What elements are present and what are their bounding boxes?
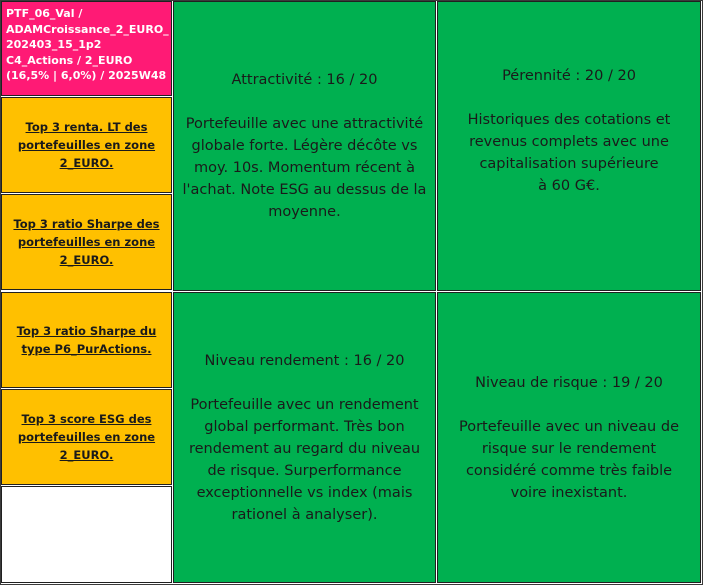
score-desc-risque: Portefeuille avec un niveau de risque sur le rendement considéré comme très faible voire inexistant. [459,418,679,501]
link-top3-sharpe-zone[interactable]: Top 3 ratio Sharpe des portefeuilles en zone 2_EURO. [13,217,160,267]
empty-cell [1,486,172,583]
score-cell-attractivite [173,1,436,291]
portfolio-header-line: (16,5% | 6,0%) / 2025W48 [6,69,167,82]
link-cell-top3-sharpe-zone [1,194,172,290]
link-cell-top3-esg [1,389,172,485]
score-cell-risque [437,292,701,583]
score-title-perennite: Pérennité : 20 / 20 [502,68,636,84]
score-desc-rendement: Portefeuille avec un rendement global performant. Très bon rendement au regard du niveau de risque. Surperformance exceptionnelle vs index (mais rationel à analyser). [188,396,421,523]
portfolio-header-line: 202403_15_1p2 [6,38,102,51]
score-cell-perennite [437,1,701,291]
score-title-rendement: Niveau rendement : 16 / 20 [204,352,405,369]
portfolio-header-line: PTF_06_Val / [6,7,83,20]
link-cell-top3-renta [1,97,172,193]
portfolio-header [1,1,172,96]
score-desc-perennite: Historiques des cotations et revenus complets avec une capitalisation supérieure à 60 G€. [467,112,671,194]
score-title-attractivite: Attractivité : 16 / 20 [231,72,378,88]
score-cell-rendement [173,292,436,583]
link-top3-renta[interactable]: Top 3 renta. LT des portefeuilles en zone 2_EURO. [17,120,156,170]
link-cell-top3-sharpe-type [1,292,172,388]
score-desc-attractivite: Portefeuille avec une attractivité globale forte. Légère décôte vs moy. 10s. Momentum récent à l'achat. Note ESG au dessus de la moyenne. [182,116,427,220]
portfolio-header-line: ADAMCroissance_2_EURO_ [6,22,169,36]
portfolio-header-line: C4_Actions / 2_EURO [6,53,133,67]
link-top3-sharpe-type[interactable]: Top 3 ratio Sharpe du type P6_PurActions. [16,324,157,356]
link-top3-esg[interactable]: Top 3 score ESG des portefeuilles en zone 2_EURO. [17,412,156,462]
score-title-risque: Niveau de risque : 19 / 20 [475,374,663,391]
